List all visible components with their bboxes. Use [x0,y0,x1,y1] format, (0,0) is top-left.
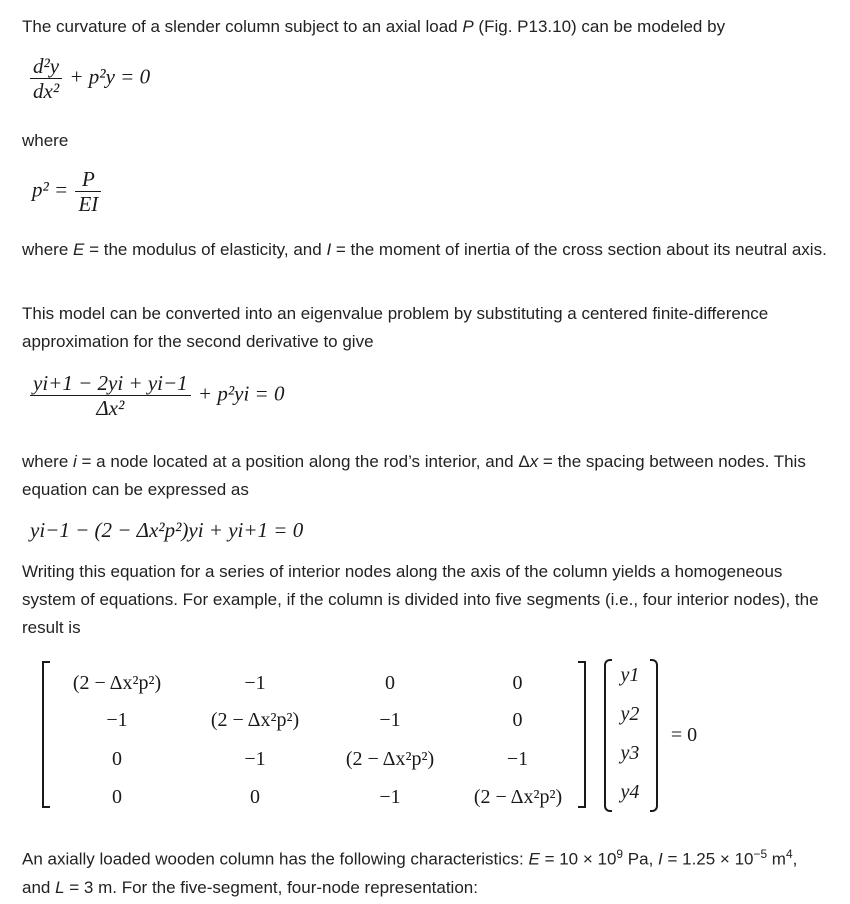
definition-paragraph: where E = the modulus of elasticity, and I = the moment of inertia of the cross section about its neutral axis. [22,240,827,259]
where-label: where [22,131,69,150]
matrix-cell: (2 − Δx²p²) [72,672,162,694]
vector-left-brace [604,659,612,812]
matrix-cell: 0 [112,786,122,808]
vector-entry: y1 [620,664,640,686]
matrix-cell: 0 [385,672,395,694]
matrix-cell: −1 [244,672,266,694]
vector-entry: y4 [620,781,640,803]
matrix-cell: 0 [112,748,122,770]
matrix-cell: (2 − Δx²p²) [210,709,300,731]
matrix-cell: 0 [512,672,523,694]
matrix-cell: (2 − Δx²p²) [473,786,563,808]
matrix-cell: 0 [512,709,523,731]
equation-differential: $\frac{\text{d²y}}{\text{dx²}}$ + p²y = 0 [28,55,150,102]
matrix-cell: −1 [244,748,266,770]
matrix-cell: 0 [250,786,260,808]
matrix-cell: −1 [506,748,529,770]
node-paragraph: where i = a node located at a position along the rod’s interior, and Δx = the spacing between nodes. This equation can be expressed as [22,452,806,499]
vector-entry: y2 [620,703,640,725]
matrix-cell: −1 [379,786,401,808]
characteristics-paragraph: An axially loaded wooden column has the following characteristics: $E = 10 \times 10^9$ Pa, $I = 1.25 \times 10^{-5}$ $m^4$, and L = 3 m. For the five-segment, four-node representation: [22,847,798,897]
intro-paragraph: The curvature of a slender column subject to an axial load P (Fig. P13.10) can be modeled by [22,17,726,36]
system-paragraph: Writing this equation for a series of interior nodes along the axis of the column yields a homogeneous system of equations. For example, if the column is divided into five segments (i.e., four interior nodes), the result is [22,562,819,637]
matrix-left-bracket [42,661,50,808]
matrix-cell: −1 [106,709,128,731]
vector-right-brace [650,659,658,812]
matrix-equals-zero: = 0 [670,724,698,746]
eigenvalue-paragraph: This model can be converted into an eigenvalue problem by substituting a centered finite-difference approximation for the second derivative to give [22,304,769,351]
equation-finite-difference: $\frac{yi+1 - 2yi + yi-1}{\text{Δx²}}$ + p²yi = 0 [28,372,284,419]
equation-p-squared: p² = $\frac{P}{EI}$ [32,168,103,215]
matrix-cell: (2 − Δx²p²) [345,748,435,770]
equation-expressed: yi−1 − (2 − Δx²p²)yi + yi+1 = 0 [30,518,304,542]
matrix-cell: −1 [379,709,401,731]
vector-entry: y3 [620,742,640,764]
